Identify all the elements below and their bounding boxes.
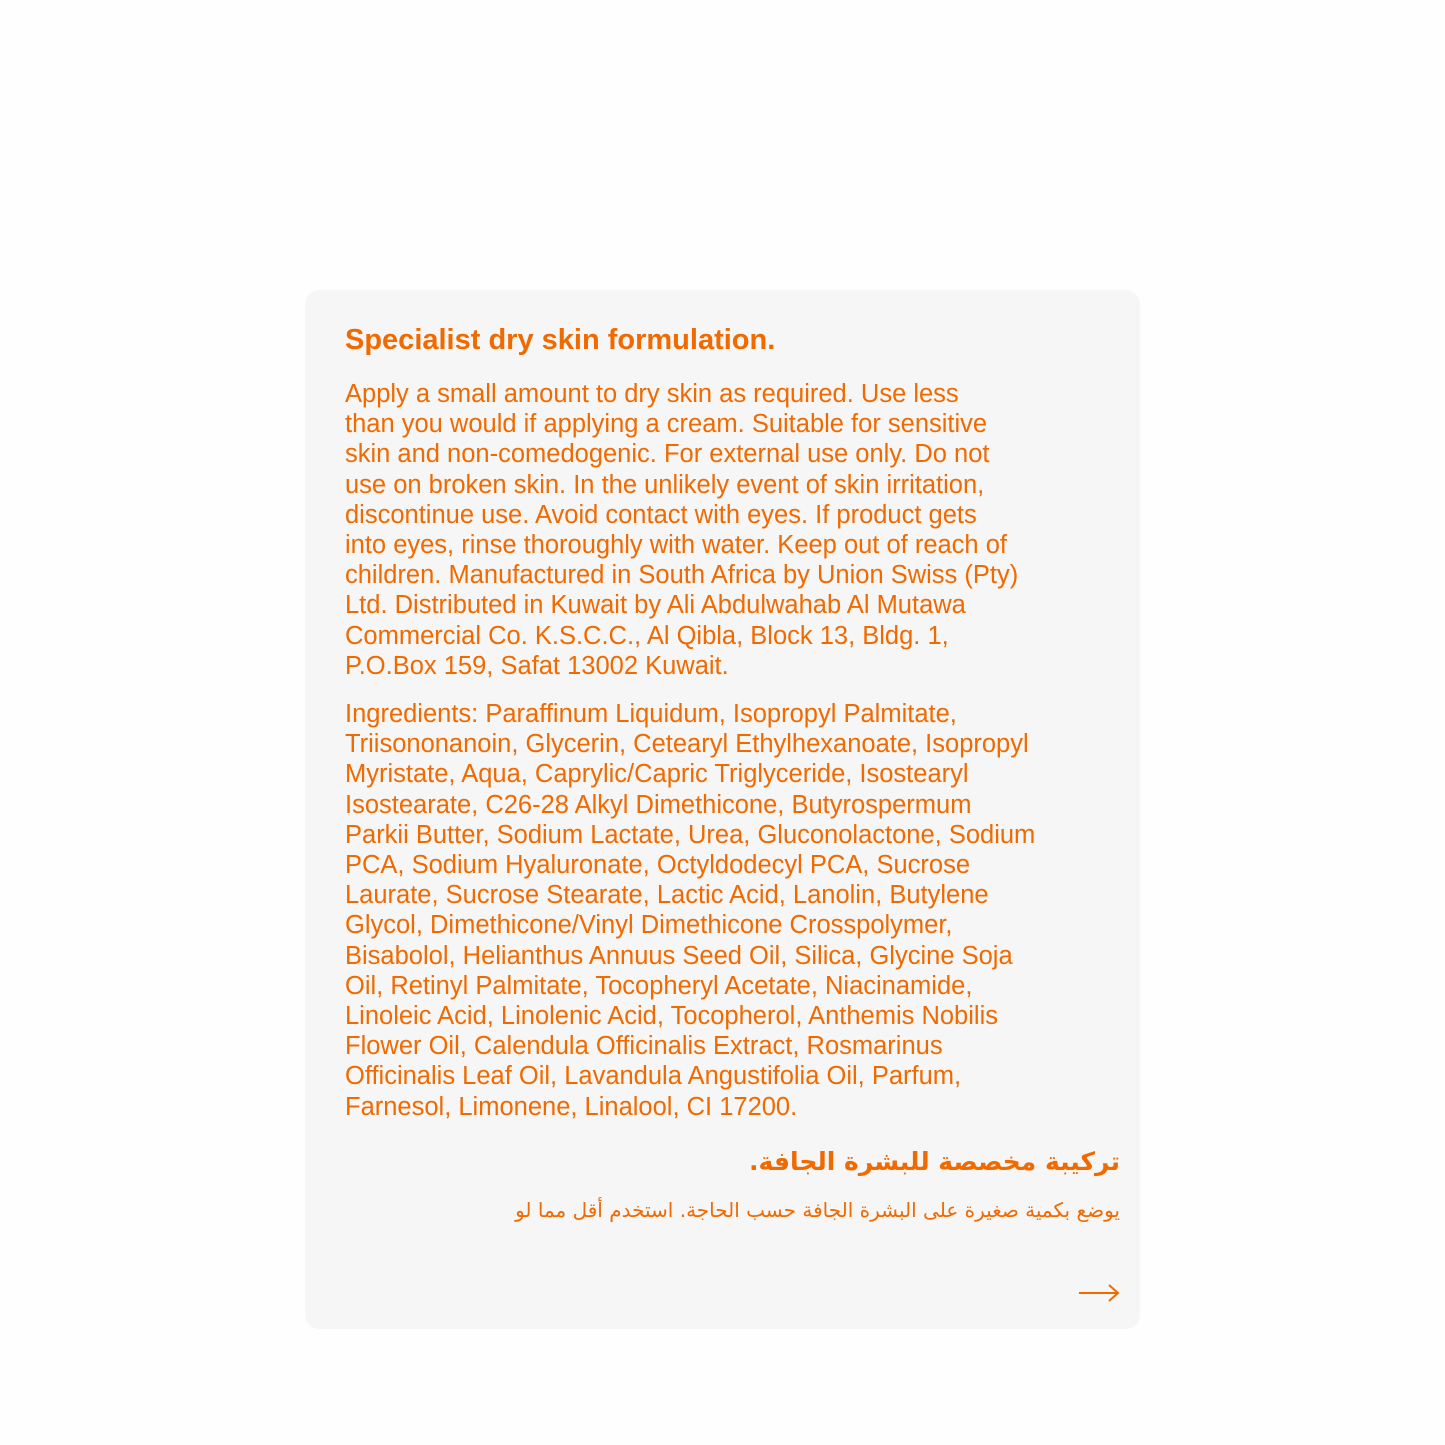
arrow-right-icon[interactable] bbox=[1078, 1283, 1120, 1303]
arabic-headline: تركيبة مخصصة للبشرة الجافة. bbox=[748, 1146, 1120, 1176]
directions-text: Apply a small amount to dry skin as required. Use less than you would if applying a cream. Suitable for sensitive skin and non-comedogenic. For external use only. Do not use on broken skin. In the unlikely event of skin irritation, discontinue use. Avoid contact with eyes. If product gets into eyes, rinse thoroughly with water. Keep out of reach of children. Manufactured in South Africa by Union Swiss (Pty) Ltd. Distributed in Kuwait by Ali Abdulwahab Al Mutawa Commercial Co. K.S.C.C., Al Qibla, Block 13, Bldg. 1, P.O.Box 159, Safat 13002 Kuwait. bbox=[345, 380, 1019, 680]
ingredients-text: Ingredients: Paraffinum Liquidum, Isopropyl Palmitate, Triisononanoin, Glycerin, Cetearyl Ethylhexanoate, Isopropyl Myristate, Aqua, Caprylic/Capric Triglyceride, Isostearyl Isostearate, C26-28 Alkyl Dimethicone, Butyrospermum Parkii Butter, Sodium Lactate, Urea, Gluconolactone, Sodium PCA, Sodium Hyaluronate, Octyldodecyl PCA, Sucrose Laurate, Sucrose Stearate, Lactic Acid, Lanolin, Butylene Glycol, Dimethicone/Vinyl Dimethicone Crosspolymer, Bisabolol, Helianthus Annuus Seed Oil, Silica, Glycine Soja Oil, Retinyl Palmitate, Tocopheryl Acetate, Niacinamide, Linoleic Acid, Linolenic Acid, Tocopherol, Anthemis Nobilis Flower Oil, Calendula Officinalis Extract, Rosmarinus Officinalis Leaf Oil, Lavandula Angustifolia Oil, Parfum, Farnesol, Limonene, Linalool, CI 17200. bbox=[345, 700, 1036, 1121]
arabic-directions-text: يوضع بكمية صغيرة على البشرة الجافة حسب الحاجة. استخدم أقل مما لو bbox=[515, 1197, 1120, 1222]
label-card bbox=[305, 290, 1140, 1329]
label-headline: Specialist dry skin formulation. bbox=[345, 324, 776, 356]
